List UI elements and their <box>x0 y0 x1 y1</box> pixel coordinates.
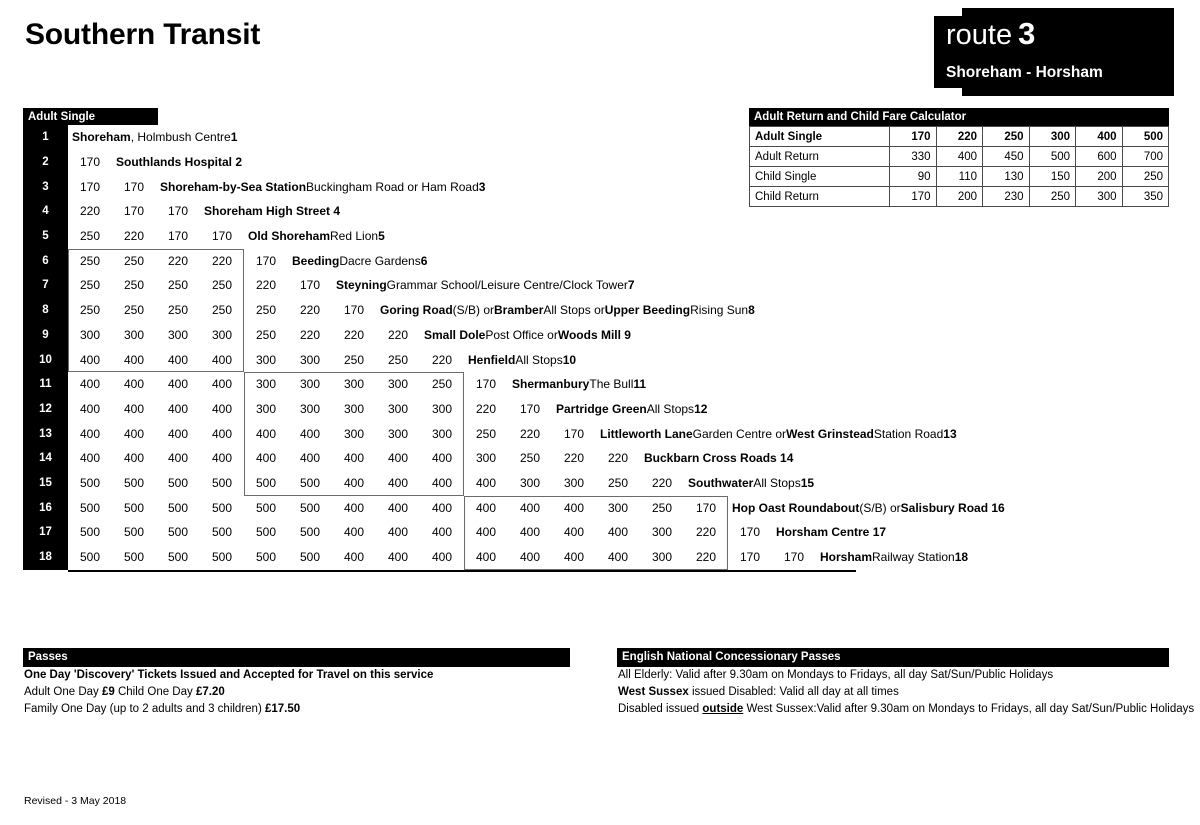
fare-cell: 400 <box>123 377 145 392</box>
fare-cell: 250 <box>167 303 189 318</box>
calculator-header: Adult Return and Child Fare Calculator <box>749 108 1169 126</box>
calculator-row-label: Adult Single <box>750 127 890 147</box>
fare-cell: 300 <box>255 401 277 416</box>
fare-cell: 300 <box>255 352 277 367</box>
fare-cell: 500 <box>123 550 145 565</box>
fare-cell: 400 <box>387 475 409 490</box>
fare-row-number: 16 <box>39 501 52 514</box>
fare-cell: 300 <box>475 451 497 466</box>
fare-cell: 400 <box>343 550 365 565</box>
fare-cell: 400 <box>79 401 101 416</box>
fare-row-number: 5 <box>42 230 49 243</box>
fare-cell: 300 <box>387 401 409 416</box>
fare-triangle-header: Adult Single <box>23 108 158 125</box>
fare-cell: 400 <box>431 500 453 515</box>
fare-cell: 400 <box>607 525 629 540</box>
fare-cell: 400 <box>475 550 497 565</box>
fare-cell: 300 <box>123 327 145 342</box>
fare-cell: 220 <box>123 229 145 244</box>
fare-cell: 300 <box>343 426 365 441</box>
fare-cell: 170 <box>519 401 541 416</box>
fare-cell: 220 <box>255 278 277 293</box>
fare-cell: 400 <box>475 475 497 490</box>
fare-stop-name: Shoreham , Holmbush Centre 1 <box>72 130 238 145</box>
fare-cell: 250 <box>255 327 277 342</box>
fare-row <box>23 224 1023 249</box>
fare-cell: 400 <box>387 451 409 466</box>
fare-row-number: 8 <box>42 304 49 317</box>
fare-cell: 400 <box>167 352 189 367</box>
fare-cell: 400 <box>519 525 541 540</box>
fare-cell: 300 <box>387 377 409 392</box>
calculator-cell: 130 <box>983 167 1030 187</box>
fare-cell: 400 <box>211 426 233 441</box>
fare-cell: 300 <box>387 426 409 441</box>
fare-cell: 500 <box>79 550 101 565</box>
calculator-cell: 250 <box>1029 187 1076 207</box>
calculator-row <box>750 127 1169 147</box>
fare-row-number: 15 <box>39 476 52 489</box>
fare-cell: 300 <box>79 327 101 342</box>
fare-row-number: 10 <box>39 353 52 366</box>
fare-cell: 500 <box>211 475 233 490</box>
fare-cell: 220 <box>475 401 497 416</box>
calculator-row-label: Adult Return <box>750 147 890 167</box>
fare-row-number: 4 <box>42 205 49 218</box>
fare-cell: 300 <box>299 401 321 416</box>
fare-cell: 300 <box>299 352 321 367</box>
fare-row <box>23 397 1023 422</box>
fare-cell: 300 <box>255 377 277 392</box>
concessionary-line: All Elderly: Valid after 9.30am on Mondays to Fridays, all day Sat/Sun/Public Holidays <box>618 669 1054 682</box>
fare-cell: 250 <box>79 253 101 268</box>
fare-cell: 170 <box>123 179 145 194</box>
fare-cell: 250 <box>431 377 453 392</box>
calculator-cell: 110 <box>936 167 983 187</box>
fare-cell: 170 <box>79 179 101 194</box>
fare-row-number: 14 <box>39 452 52 465</box>
fare-cell: 400 <box>299 451 321 466</box>
fare-cell: 170 <box>563 426 585 441</box>
fare-cell: 170 <box>167 204 189 219</box>
calculator-row <box>750 187 1169 207</box>
fare-cell: 500 <box>211 500 233 515</box>
fare-cell: 220 <box>343 327 365 342</box>
passes-section <box>23 648 570 718</box>
calculator-cell: 500 <box>1122 127 1169 147</box>
fare-cell: 220 <box>651 475 673 490</box>
fare-cell: 500 <box>167 525 189 540</box>
fare-cell: 400 <box>343 475 365 490</box>
fare-cell: 300 <box>167 327 189 342</box>
fare-cell: 250 <box>211 303 233 318</box>
calculator-cell: 250 <box>983 127 1030 147</box>
fare-cell: 400 <box>519 550 541 565</box>
fare-cell: 250 <box>651 500 673 515</box>
calculator-cell: 170 <box>890 187 937 207</box>
fare-triangle-bottom-rule <box>68 570 856 573</box>
fare-cell: 220 <box>211 253 233 268</box>
fare-cell: 300 <box>607 500 629 515</box>
fare-cell: 300 <box>563 475 585 490</box>
calculator-cell: 300 <box>1076 187 1123 207</box>
fare-cell: 500 <box>211 525 233 540</box>
fare-cell: 500 <box>299 500 321 515</box>
fare-cell: 250 <box>167 278 189 293</box>
fare-stop-name: Goring Road (S/B) or Bramber All Stops or Upper Beeding Rising Sun 8 <box>380 303 755 318</box>
revised-date: Revised - 3 May 2018 <box>24 795 127 807</box>
fare-cell: 400 <box>255 426 277 441</box>
fare-cell: 220 <box>695 550 717 565</box>
fare-cell: 220 <box>299 303 321 318</box>
fare-cell: 220 <box>387 327 409 342</box>
calculator-cell: 400 <box>936 147 983 167</box>
fare-row <box>23 372 1023 397</box>
concessionary-section <box>617 648 1195 718</box>
calculator-cell: 300 <box>1029 127 1076 147</box>
calculator-cell: 450 <box>983 147 1030 167</box>
fare-cell: 400 <box>211 352 233 367</box>
calculator-cell: 200 <box>936 187 983 207</box>
calculator-cell: 150 <box>1029 167 1076 187</box>
fare-cell: 400 <box>299 426 321 441</box>
fare-cell: 170 <box>167 229 189 244</box>
fare-cell: 500 <box>211 550 233 565</box>
passes-line: Adult One Day £9 Child One Day £7.20 <box>24 686 225 699</box>
fare-cell: 400 <box>387 500 409 515</box>
fare-cell: 400 <box>167 426 189 441</box>
fare-stop-name: Hop Oast Roundabout (S/B) or Salisbury Road 16 <box>732 500 1005 515</box>
route-corridor: Shoreham - Horsham <box>946 64 1103 81</box>
fare-stop-name: Southlands Hospital 2 <box>116 155 243 170</box>
fare-cell: 400 <box>475 525 497 540</box>
fare-row <box>23 471 1023 496</box>
passes-lines <box>23 667 570 718</box>
fare-row-number: 7 <box>42 279 49 292</box>
fare-cell: 500 <box>299 525 321 540</box>
fare-cell: 400 <box>211 377 233 392</box>
fare-cell: 400 <box>431 550 453 565</box>
fare-row-number: 11 <box>39 378 52 391</box>
fare-cell: 300 <box>343 401 365 416</box>
fare-stop-name: Shoreham-by-Sea Station Buckingham Road or Ham Road 3 <box>160 179 486 194</box>
fare-stop-name: Shoreham High Street 4 <box>204 204 341 219</box>
fare-cell: 220 <box>299 327 321 342</box>
fare-cell: 220 <box>563 451 585 466</box>
fare-stop-name: Southwater All Stops 15 <box>688 475 815 490</box>
calculator-cell: 250 <box>1122 167 1169 187</box>
fare-stop-name: Partridge Green All Stops 12 <box>556 401 708 416</box>
passes-line: Family One Day (up to 2 adults and 3 children) £17.50 <box>24 703 301 716</box>
calculator-cell: 200 <box>1076 167 1123 187</box>
fare-cell: 250 <box>343 352 365 367</box>
fare-cell: 400 <box>387 550 409 565</box>
fare-cell: 500 <box>255 525 277 540</box>
fare-cell: 400 <box>431 475 453 490</box>
calculator-row-label: Child Single <box>750 167 890 187</box>
fare-calculator <box>749 108 1169 207</box>
fare-cell: 220 <box>167 253 189 268</box>
fare-cell: 300 <box>431 426 453 441</box>
fare-cell: 400 <box>79 377 101 392</box>
fare-cell: 250 <box>123 303 145 318</box>
fare-cell: 500 <box>123 500 145 515</box>
fare-cell: 170 <box>783 550 805 565</box>
fare-cell: 250 <box>211 278 233 293</box>
fare-cell: 250 <box>519 451 541 466</box>
fare-cell: 500 <box>123 525 145 540</box>
fare-cell: 220 <box>431 352 453 367</box>
fare-row-number: 3 <box>42 180 49 193</box>
fare-cell: 500 <box>123 475 145 490</box>
fare-cell: 400 <box>167 451 189 466</box>
fare-stop-name: Steyning Grammar School/Leisure Centre/Clock Tower 7 <box>336 278 635 293</box>
fare-cell: 400 <box>79 352 101 367</box>
fare-row <box>23 421 1023 446</box>
fare-zone-box-1 <box>68 249 244 373</box>
fare-row <box>23 446 1023 471</box>
fare-cell: 170 <box>739 550 761 565</box>
fare-cell: 250 <box>123 253 145 268</box>
fare-cell: 250 <box>475 426 497 441</box>
fare-cell: 400 <box>607 550 629 565</box>
fare-cell: 400 <box>519 500 541 515</box>
fare-cell: 220 <box>607 451 629 466</box>
fare-cell: 300 <box>343 377 365 392</box>
fare-stop-name: Horsham Centre 17 <box>776 525 887 540</box>
fare-cell: 500 <box>167 475 189 490</box>
fare-cell: 400 <box>211 451 233 466</box>
fare-cell: 500 <box>255 475 277 490</box>
concessionary-header: English National Concessionary Passes <box>617 648 1169 667</box>
calculator-cell: 400 <box>1076 127 1123 147</box>
fare-cell: 400 <box>563 525 585 540</box>
fare-stop-name: Henfield All Stops 10 <box>468 352 577 367</box>
fare-stop-name: Littleworth Lane Garden Centre or West Grinstead Station Road 13 <box>600 426 957 441</box>
fare-cell: 250 <box>255 303 277 318</box>
fare-zone-box-3 <box>464 496 728 570</box>
fare-cell: 300 <box>211 327 233 342</box>
fare-cell: 500 <box>167 500 189 515</box>
calculator-cell: 230 <box>983 187 1030 207</box>
calculator-cell: 500 <box>1029 147 1076 167</box>
calculator-cell: 220 <box>936 127 983 147</box>
calculator-row <box>750 167 1169 187</box>
calculator-cell: 600 <box>1076 147 1123 167</box>
route-word: route <box>946 19 1013 51</box>
fare-cell: 500 <box>255 500 277 515</box>
fare-stop-name: Small Dole Post Office or Woods Mill 9 <box>424 327 631 342</box>
fare-row-number: 1 <box>42 131 49 144</box>
fare-stop-name: Beeding Dacre Gardens 6 <box>292 253 428 268</box>
route-number: 3 <box>1018 16 1036 51</box>
fare-row-number: 17 <box>39 526 52 539</box>
fare-cell: 220 <box>519 426 541 441</box>
fare-cell: 300 <box>519 475 541 490</box>
fare-row-number: 12 <box>39 402 52 415</box>
fare-cell: 400 <box>387 525 409 540</box>
fare-cell: 500 <box>79 475 101 490</box>
calculator-cell: 700 <box>1122 147 1169 167</box>
fare-cell: 400 <box>79 451 101 466</box>
concessionary-lines <box>617 667 1195 718</box>
fare-stop-name: Horsham Railway Station 18 <box>820 550 969 565</box>
fare-cell: 400 <box>79 426 101 441</box>
fare-zone-box-2 <box>244 372 464 496</box>
fare-cell: 400 <box>123 401 145 416</box>
fare-cell: 170 <box>123 204 145 219</box>
fare-cell: 400 <box>123 451 145 466</box>
fare-cell: 500 <box>299 475 321 490</box>
fare-cell: 170 <box>211 229 233 244</box>
fare-cell: 250 <box>79 303 101 318</box>
fare-cell: 300 <box>651 550 673 565</box>
fare-cell: 400 <box>211 401 233 416</box>
fare-stop-name: Shermanbury The Bull 11 <box>512 377 647 392</box>
fare-cell: 500 <box>299 550 321 565</box>
route-badge <box>934 8 1174 96</box>
fare-cell: 400 <box>123 426 145 441</box>
calculator-cell: 90 <box>890 167 937 187</box>
fare-row-number: 13 <box>39 427 52 440</box>
fare-cell: 300 <box>431 401 453 416</box>
calculator-table <box>749 126 1169 207</box>
calculator-row-label: Child Return <box>750 187 890 207</box>
fare-cell: 300 <box>299 377 321 392</box>
fare-cell: 400 <box>343 525 365 540</box>
fare-cell: 500 <box>167 550 189 565</box>
fare-cell: 400 <box>563 550 585 565</box>
fare-cell: 500 <box>79 500 101 515</box>
fare-cell: 170 <box>695 500 717 515</box>
fare-cell: 170 <box>255 253 277 268</box>
fare-row-number: 18 <box>39 551 52 564</box>
fare-cell: 500 <box>255 550 277 565</box>
fare-row-number: 2 <box>42 156 49 169</box>
calculator-cell: 350 <box>1122 187 1169 207</box>
fare-stop-name: Buckbarn Cross Roads 14 <box>644 451 794 466</box>
fare-cell: 400 <box>167 401 189 416</box>
fare-cell: 500 <box>79 525 101 540</box>
fare-cell: 220 <box>79 204 101 219</box>
fare-cell: 400 <box>343 500 365 515</box>
fare-cell: 170 <box>739 525 761 540</box>
fare-cell: 400 <box>563 500 585 515</box>
fare-cell: 250 <box>79 229 101 244</box>
fare-cell: 220 <box>695 525 717 540</box>
fare-cell: 170 <box>343 303 365 318</box>
fare-cell: 250 <box>607 475 629 490</box>
calculator-cell: 330 <box>890 147 937 167</box>
fare-stop-name: Old Shoreham Red Lion 5 <box>248 229 385 244</box>
fare-cell: 250 <box>387 352 409 367</box>
fare-cell: 400 <box>167 377 189 392</box>
passes-header: Passes <box>23 648 570 667</box>
fare-cell: 250 <box>79 278 101 293</box>
fare-cell: 300 <box>651 525 673 540</box>
fare-cell: 400 <box>431 525 453 540</box>
fare-row-number: 9 <box>42 328 49 341</box>
concessionary-line: West Sussex issued Disabled: Valid all day at all times <box>618 686 899 699</box>
calculator-cell: 170 <box>890 127 937 147</box>
concessionary-line: Disabled issued outside West Sussex:Valid after 9.30am on Mondays to Fridays, all day Sat/Sun/Public Holidays <box>618 703 1195 716</box>
fare-row-number: 6 <box>42 254 49 267</box>
passes-line: One Day 'Discovery' Tickets Issued and Accepted for Travel on this service <box>24 669 434 682</box>
page-title: Southern Transit <box>25 18 261 51</box>
fare-cell: 170 <box>475 377 497 392</box>
fare-cell: 170 <box>299 278 321 293</box>
fare-cell: 400 <box>123 352 145 367</box>
fare-cell: 400 <box>343 451 365 466</box>
fare-cell: 400 <box>431 451 453 466</box>
route-label <box>946 18 1035 50</box>
fare-cell: 170 <box>79 155 101 170</box>
fare-cell: 400 <box>475 500 497 515</box>
fare-cell: 250 <box>123 278 145 293</box>
calculator-row <box>750 147 1169 167</box>
fare-cell: 400 <box>255 451 277 466</box>
